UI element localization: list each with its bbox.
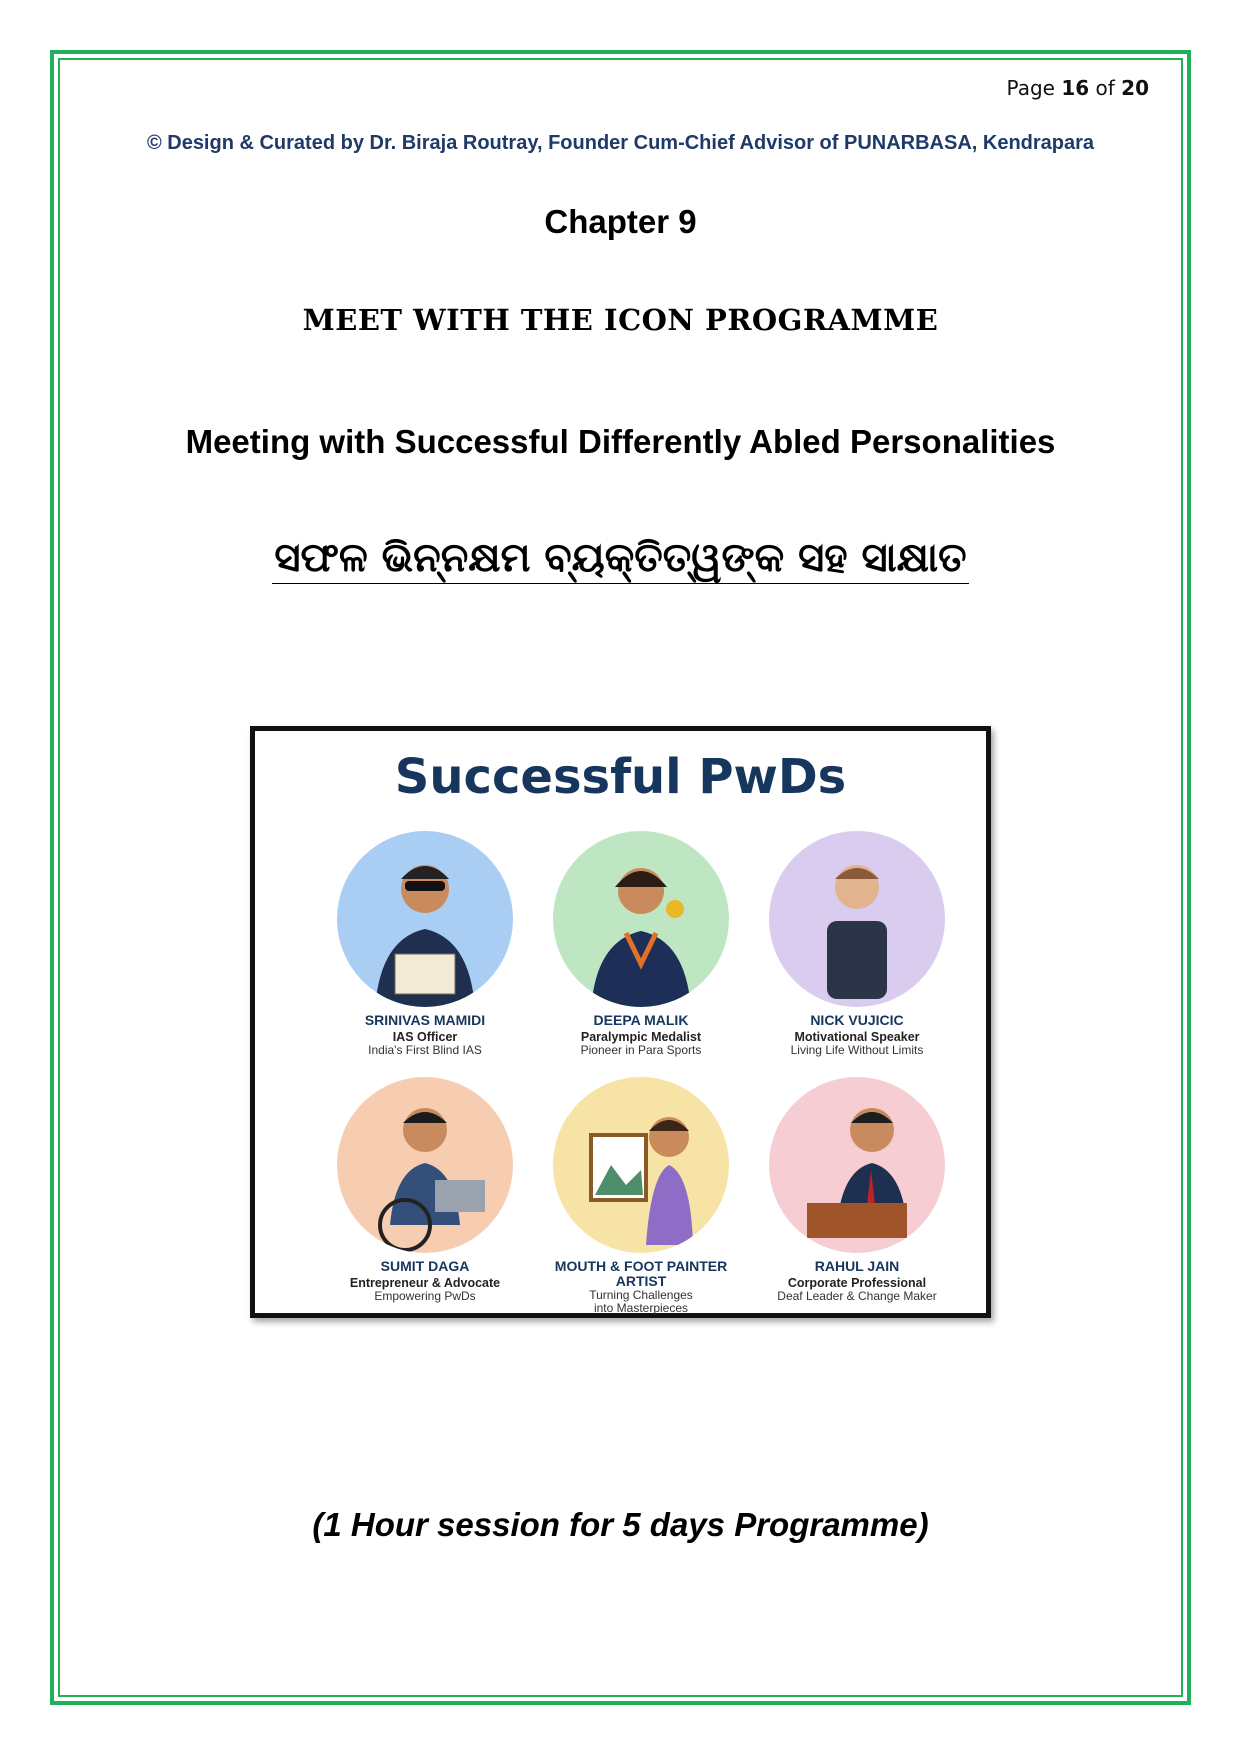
credit-line: © Design & Curated by Dr. Biraja Routray, Founder Cum-Chief Advisor of PUNARBASA, Kendrapara <box>146 132 1095 154</box>
person-role: IAS Officer <box>392 1030 458 1044</box>
person-card <box>315 1075 535 1303</box>
painter-icon <box>551 1075 731 1255</box>
person-name: SUMIT DAGA <box>380 1258 470 1274</box>
person-card <box>747 829 967 1057</box>
person-tagline: Turning Challenges into Masterpieces <box>589 1288 693 1315</box>
blind-officer-icon <box>335 829 515 1009</box>
wheelchair-laptop-icon <box>335 1075 515 1255</box>
speaker-icon <box>767 829 947 1009</box>
subtitle: Meeting with Successful Differently Abled Personalities <box>185 423 1056 460</box>
successful-pwds-poster <box>250 726 991 1318</box>
person-card <box>531 1075 751 1315</box>
page-number: Page 16 of 20 <box>1006 76 1149 100</box>
medalist-icon <box>551 829 731 1009</box>
person-tagline: Deaf Leader & Change Maker <box>777 1289 937 1303</box>
person-tagline: Empowering PwDs <box>374 1289 476 1303</box>
chapter-heading: Chapter 9 <box>544 203 697 240</box>
podium-speaker-icon <box>767 1075 947 1255</box>
person-role: Paralympic Medalist <box>580 1030 702 1044</box>
person-tagline: India's First Blind IAS <box>368 1043 482 1057</box>
person-name: MOUTH & FOOT PAINTER ARTIST <box>554 1258 728 1289</box>
person-name: NICK VUJICIC <box>810 1012 904 1028</box>
person-name: SRINIVAS MAMIDI <box>364 1012 486 1028</box>
poster-title: Successful PwDs <box>394 749 847 805</box>
person-name: DEEPA MALIK <box>593 1012 689 1028</box>
person-card <box>531 829 751 1057</box>
odia-title: ସଫଳ ଭିନ୍ନକ୍ଷମ ବ୍ୟକ୍ତିତ୍ୱଙ୍କ ସହ ସାକ୍ଷାତ <box>272 535 968 584</box>
person-name: RAHUL JAIN <box>814 1258 900 1274</box>
person-role: Motivational Speaker <box>794 1030 920 1044</box>
person-tagline: Pioneer in Para Sports <box>580 1043 702 1057</box>
person-tagline: Living Life Without Limits <box>790 1043 924 1057</box>
person-card <box>315 829 535 1057</box>
person-role: Entrepreneur & Advocate <box>349 1276 501 1290</box>
session-note: (1 Hour session for 5 days Programme) <box>312 1506 929 1543</box>
person-role: Corporate Professional <box>787 1276 927 1290</box>
person-card <box>747 1075 967 1303</box>
programme-title: MEET WITH THE ICON PROGRAMME <box>302 303 939 337</box>
